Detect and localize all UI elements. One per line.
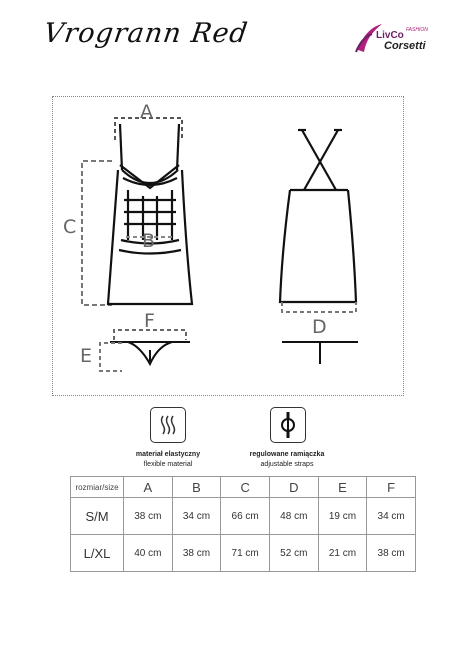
- strap-adjuster-icon: [270, 407, 306, 443]
- dimension-e-bracket: [100, 343, 122, 371]
- size-table-header-cell: B: [172, 477, 221, 498]
- thong-outline: [110, 342, 190, 364]
- product-title: Vrogrann Red: [41, 18, 251, 49]
- size-table-cell: 71 cm: [221, 535, 270, 572]
- dimension-e-label: E: [80, 345, 93, 367]
- feature-flexible-material-pl: materiał elastyczny: [135, 451, 201, 458]
- dimension-c-label: C: [63, 216, 77, 238]
- dimension-f-label: F: [144, 310, 155, 332]
- size-table-cell: 38 cm: [172, 535, 221, 572]
- size-table-header-row: [71, 477, 416, 498]
- size-table-cell: 52 cm: [269, 535, 318, 572]
- feature-adjustable-straps-pl: regulowane ramiączka: [249, 451, 325, 458]
- size-table-cell: 38 cm: [367, 535, 416, 572]
- size-table-row: [71, 535, 416, 572]
- size-table-cell: 38 cm: [124, 498, 173, 535]
- feature-adjustable-straps-en: adjustable straps: [260, 461, 314, 468]
- size-table-cell: 34 cm: [367, 498, 416, 535]
- brand-name-fashion: FASHION: [406, 27, 428, 33]
- feature-flexible-material: [118, 450, 218, 470]
- size-table-row: [71, 498, 416, 535]
- size-table-header-cell: E: [318, 477, 367, 498]
- size-table-header-cell: C: [221, 477, 270, 498]
- size-table-cell: S/M: [71, 498, 124, 535]
- dimension-d-bracket: [282, 302, 356, 312]
- wave-lines-icon: [150, 407, 186, 443]
- dimension-c-bracket: [82, 161, 112, 305]
- brand-name-corsetti: Corsetti: [384, 40, 426, 52]
- size-table-header-cell: F: [367, 477, 416, 498]
- size-table-cell: 66 cm: [221, 498, 270, 535]
- front-garment-outline: [108, 124, 192, 304]
- dimension-a-label: A: [140, 101, 153, 123]
- feature-adjustable-straps: [232, 450, 342, 470]
- size-table-header-cell: D: [269, 477, 318, 498]
- size-table-cell: L/XL: [71, 535, 124, 572]
- size-table-cell: 21 cm: [318, 535, 367, 572]
- feature-flexible-material-en: flexible material: [143, 461, 193, 468]
- dimension-d-label: D: [312, 316, 327, 338]
- size-table-header-cell: A: [124, 477, 173, 498]
- dimension-b-label: B: [142, 230, 156, 252]
- back-garment-outline: [280, 130, 356, 302]
- size-table: [70, 476, 416, 572]
- size-table-cell: 48 cm: [269, 498, 318, 535]
- size-table-cell: 34 cm: [172, 498, 221, 535]
- size-table-cell: 19 cm: [318, 498, 367, 535]
- size-table-cell: 40 cm: [124, 535, 173, 572]
- brand-name-livco: LivCo: [376, 30, 404, 41]
- back-thong-outline: [282, 342, 358, 364]
- size-table-header-cell: rozmiar/size: [71, 477, 124, 498]
